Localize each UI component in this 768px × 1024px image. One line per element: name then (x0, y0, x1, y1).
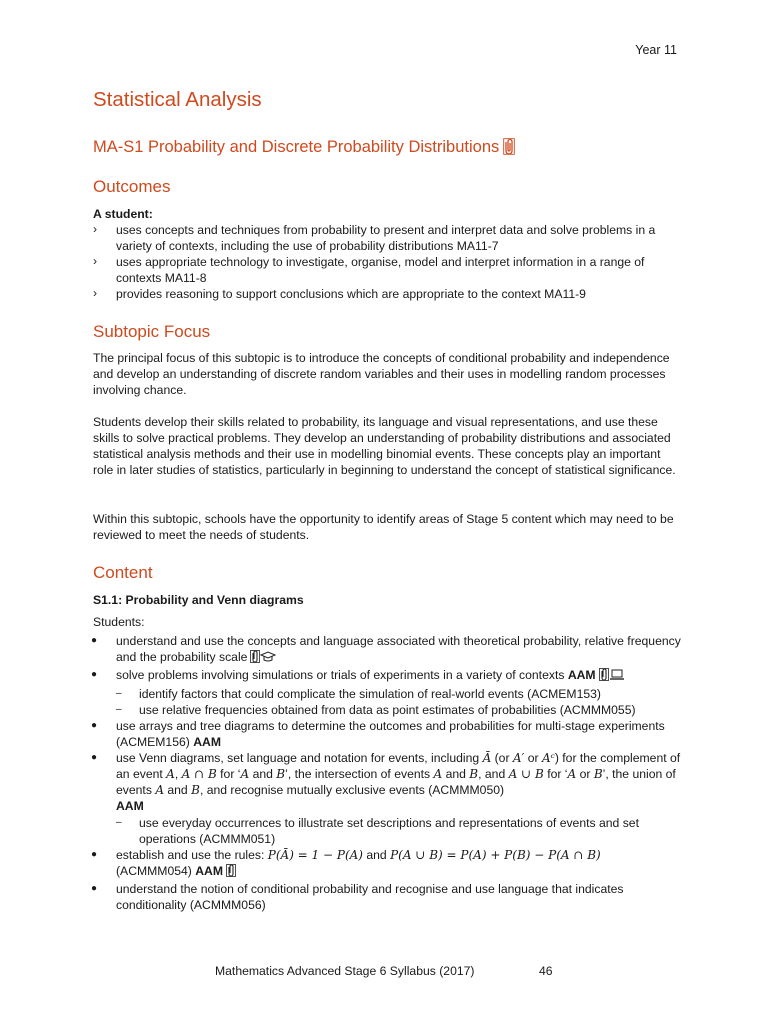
paperclip-icon[interactable] (226, 864, 236, 877)
list-item: ● establish and use the rules: P(Ā) = 1 − P(A) and P(A ∪ B) = P(A) + P(B) − P(A ∩ B) (ACMMM054) AAM (93, 847, 683, 881)
laptop-icon[interactable] (609, 669, 625, 681)
students-label: Students: (93, 615, 145, 629)
subtopic-title: MA-S1 Probability and Discrete Probability Distributions (93, 138, 515, 160)
page-number: 46 (539, 964, 553, 978)
list-item: ● understand the notion of conditional probability and recognise and use language that indicates conditionality (ACMMM056) (93, 881, 683, 913)
sub-list-item: – use everyday occurrences to illustrate set descriptions and representations of events and set operations (ACMMM051) (116, 815, 683, 847)
list-item: ● use arrays and tree diagrams to determine the outcomes and probabilities for multi-stage experiments (ACMEM156) AAM (93, 718, 683, 750)
outcome-item: › uses concepts and techniques from probability to present and interpret data and solve problems in a variety of contexts, including the use of probability distributions MA11-7 (93, 222, 683, 254)
paperclip-icon[interactable] (503, 138, 515, 160)
outcome-item: › provides reasoning to support conclusions which are appropriate to the context MA11-9 (93, 286, 683, 302)
outcome-item: › uses appropriate technology to investigate, organise, model and interpret information in a range of contexts MA11-8 (93, 254, 683, 286)
page-title: Statistical Analysis (93, 88, 262, 111)
sub-list-item: – use relative frequencies obtained from data as point estimates of probabilities (ACMMM055) (116, 702, 683, 718)
sub-list-item: – identify factors that could complicate the simulation of real-world events (ACMEM153) (116, 686, 683, 702)
list-item: ● solve problems involving simulations or trials of experiments in a variety of contexts AAM – identify factors that could complicate the simulation of real-world events (ACMEM153) – use relative frequencies obtained from data as point estimates of probabilities (ACMMM055) (93, 667, 683, 718)
outcomes-lead: A student: (93, 207, 153, 221)
outcomes-block (93, 206, 683, 302)
section-heading: S1.1: Probability and Venn diagrams (93, 593, 304, 607)
footer-title: Mathematics Advanced Stage 6 Syllabus (2017) (215, 964, 475, 978)
paperclip-icon[interactable] (250, 650, 260, 663)
content-list (93, 633, 683, 913)
graduation-cap-icon[interactable] (260, 651, 276, 663)
year-label: Year 11 (635, 43, 677, 57)
focus-paragraph-3: Within this subtopic, schools have the opportunity to identify areas of Stage 5 content which may need to be reviewed to meet the needs of students. (93, 512, 674, 542)
focus-paragraph-2: Students develop their skills related to probability, its language and visual representations, and use these skills to solve practical problems. They develop an understanding of probability distributions and associated statistical analysis methods and their use in modelling binomial events. These concepts play an important role in later studies of statistics, particularly in beginning to understand the concept of statistical significance. (93, 415, 676, 477)
outcomes-list (93, 222, 683, 302)
subtopic-focus-heading: Subtopic Focus (93, 322, 211, 341)
list-item: ● understand and use the concepts and language associated with theoretical probability, relative frequency and the probability scale (93, 633, 683, 667)
content-list-block (93, 633, 683, 913)
paperclip-icon[interactable] (599, 668, 609, 681)
focus-paragraph-1: The principal focus of this subtopic is to introduce the concepts of conditional probability and independence and develop an understanding of discrete random variables and their uses in modelling random processes involving chance. (93, 351, 670, 397)
list-item: ● use Venn diagrams, set language and notation for events, including Ā (or A′ or Aᶜ) for the complement of an event A, A ∩ B for ‘A and B’, the intersection of events A and B, and A ∪ B for ‘A or B’, the union of events A and B, and recognise mutually exclusive events (ACMMM050) AAM – use everyday occurrences to illustrate set descriptions and representations of events and set operations (ACMMM051) (93, 750, 683, 847)
content-heading: Content (93, 563, 153, 582)
outcomes-heading: Outcomes (93, 177, 171, 196)
